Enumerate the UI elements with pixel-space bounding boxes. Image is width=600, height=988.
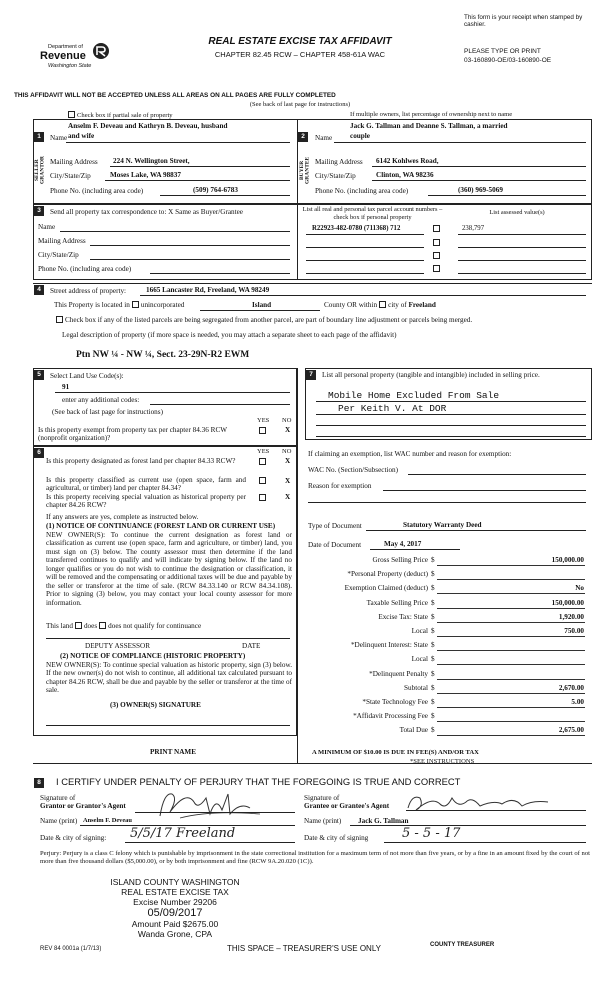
partial-sale-checkbox[interactable]: [68, 111, 75, 118]
assessed-header: List assessed value(s): [489, 209, 545, 216]
fee-label: Exemption Claimed (deduct): [344, 584, 428, 593]
section-2-number: 2: [298, 132, 308, 142]
buyer-name-value-1: Jack G. Tallman and Deanne S. Tallman, a married: [350, 122, 508, 130]
grantee-sig-label-1: Signature of: [304, 794, 340, 802]
stamp-line-6: Wanda Grone, CPA: [137, 928, 213, 939]
property-city-value: Freeland: [408, 301, 436, 309]
owner-signature-label: (3) OWNER(S) SIGNATURE: [110, 701, 201, 709]
buyer-name-value-2: couple: [350, 132, 370, 140]
revenue-logo-icon: [92, 42, 110, 60]
section-5-number: 5: [34, 370, 44, 380]
fee-label: *State Technology Fee: [362, 698, 428, 706]
section-8-number: 8: [34, 778, 44, 788]
current-use-yes-checkbox[interactable]: [259, 477, 266, 484]
segregation-checkbox[interactable]: [56, 316, 63, 323]
fee-currency: $: [431, 556, 435, 564]
perjury-notice: Perjury: Perjury is a class C felony which is punishable by imprisonment in the state correctional institution for a maximum term of not more than five years, or by a fine in an amount fixed by the court of not more than five thousand dollars ($5,000.00), or by both imprisonment and fine (RCW 9A.20.020 (1C)).: [40, 850, 590, 865]
fee-currency: $: [431, 584, 435, 593]
seller-side-label: SELLER GRANTOR: [34, 156, 46, 185]
fee-label: Gross Selling Price: [372, 556, 428, 564]
type-or-print-note: PLEASE TYPE OR PRINT: [464, 48, 541, 55]
legal-description-value: Ptn NW ¼ - NW ¼, Sect. 23-29N-R2 EWM: [76, 350, 250, 360]
acceptance-warning: THIS AFFIDAVIT WILL NOT BE ACCEPTED UNLESS ALL AREAS ON ALL PAGES ARE FULLY COMPLETED: [14, 92, 336, 99]
segregation-row: [54, 316, 472, 324]
grantee-name-label: Name (print): [304, 817, 342, 825]
county-value: Island: [252, 301, 272, 309]
buyer-mailing-value: 6142 Kohlwes Road,: [376, 157, 439, 165]
personal-property-checkbox-3[interactable]: [433, 252, 440, 259]
fee-label: Local: [411, 655, 428, 664]
land-use-see-back: (See back of last page for instructions): [52, 408, 163, 416]
seller-city-label: City/State/Zip: [50, 172, 91, 180]
seller-name-value-2: and wife: [68, 132, 95, 140]
seller-mailing-value: 224 N. Wellington Street,: [113, 157, 190, 165]
grantor-date-value: 5/5/17 Freeland: [130, 826, 236, 841]
unincorporated-checkbox[interactable]: [132, 301, 139, 308]
personal-property-line-1: Mobile Home Excluded From Sale: [328, 390, 500, 401]
fee-label: Excise Tax: State: [378, 612, 428, 621]
seller-city-value: Moses Lake, WA 98837: [110, 171, 181, 179]
deputy-assessor-label: DEPUTY ASSESSOR: [85, 642, 151, 650]
fee-label: *Delinquent Interest: State: [350, 641, 428, 650]
grantor-name-label: Name (print): [40, 817, 78, 825]
fee-label: Subtotal: [404, 683, 428, 692]
see-instructions-note: *SEE INSTRUCTIONS: [410, 758, 475, 765]
seller-phone-label: Phone No. (including area code): [50, 187, 144, 195]
corr-city-label: City/State/Zip: [38, 251, 79, 259]
fee-value: 2,675.00: [558, 726, 584, 735]
does-not-qualify-checkbox[interactable]: [99, 622, 106, 629]
certify-statement: I CERTIFY UNDER PENALTY OF PERJURY THAT THE FOREGOING IS TRUE AND CORRECT: [56, 776, 461, 787]
seller-mailing-label: Mailing Address: [50, 158, 98, 166]
stamp-line-5: Amount Paid $2675.00: [131, 918, 219, 929]
fee-label: *Personal Property (deduct): [347, 570, 428, 579]
section-1-number: 1: [34, 132, 44, 142]
county-or-within-label: County OR within: [324, 301, 378, 309]
land-use-label: Select Land Use Code(s):: [50, 372, 124, 380]
grantee-sig-label-2: Grantee or Grantee's Agent: [304, 802, 390, 811]
grantee-date-value: 5 - 5 - 17: [402, 826, 461, 841]
doc-type-label: Type of Document: [308, 522, 362, 530]
forest-yes-checkbox[interactable]: [259, 458, 266, 465]
notice1-text: NEW OWNER(S): To continue the current designation as forest land or classification as current use (open space, farm and agriculture, or timber) land, you must sign on (3) below. The county assessor must then determine if the land transferred continues to qualify and will indicate by signing below. If the land no longer qualifies or you do not wish to continue the designation or classification, it will be removed and the compensating or additional taxes will be due and payable by the seller or transferor at the time of sale. (RCW 84.33.140 or RCW 84.34.108). Prior to signing (3) below, you may contact your local county assessor for more information.: [46, 531, 292, 607]
agency-line2: Revenue: [40, 50, 86, 62]
stamp-line-4: 05/09/2017: [147, 907, 203, 920]
fee-value: No: [575, 584, 584, 593]
fee-currency: $: [431, 641, 435, 650]
fee-currency: $: [431, 726, 435, 735]
fee-row: [305, 641, 592, 653]
located-in-label: This Property is located in: [54, 301, 130, 309]
notice1-title: (1) NOTICE OF CONTINUANCE (FOREST LAND OR CURRENT USE): [46, 522, 276, 530]
grantee-signature: [402, 790, 552, 816]
section-7-number: 7: [306, 370, 316, 380]
forest-answer: X: [285, 457, 291, 465]
stamp-line-2: REAL ESTATE EXCISE TAX: [121, 886, 229, 897]
buyer-phone-value: (360) 969-5069: [458, 186, 503, 194]
corr-mailing-label: Mailing Address: [38, 237, 86, 245]
historic-yes-checkbox[interactable]: [259, 494, 266, 501]
historic-question: Is this property receiving special valuation as historical property per chapter 84.26 RCW?: [46, 493, 246, 510]
personal-property-label: List all personal property (tangible and intangible) included in selling price.: [322, 371, 540, 379]
fee-currency: $: [431, 683, 435, 692]
doc-date-label: Date of Document: [308, 541, 362, 549]
section6-no-header: NO: [282, 448, 292, 455]
buyer-city-label: City/State/Zip: [315, 172, 356, 180]
fee-row: [305, 698, 592, 710]
fee-row: [305, 570, 592, 582]
unincorporated-label: unincorporated: [140, 301, 185, 309]
fee-value: 750.00: [564, 627, 584, 635]
city-of-label: city of: [388, 301, 407, 309]
wac-label: WAC No. (Section/Subsection): [308, 466, 399, 474]
section5-yes-header: YES: [257, 417, 270, 424]
if-yes-note: If any answers are yes, complete as instructed below.: [46, 513, 199, 521]
grantor-date-label: Date & city of signing:: [40, 834, 107, 842]
notice2-title: (2) NOTICE OF COMPLIANCE (HISTORIC PROPERTY): [60, 652, 246, 660]
fee-label: *Delinquent Penalty: [369, 669, 428, 678]
land-use-value: 91: [62, 383, 70, 391]
chapter-line: CHAPTER 82.45 RCW – CHAPTER 458-61A WAC: [214, 50, 386, 59]
personal-property-checkbox-1[interactable]: [433, 225, 440, 232]
grantor-sig-label-1: Signature of: [40, 794, 76, 802]
deputy-date-label: DATE: [242, 642, 261, 650]
form-numbers: 03-160890-OE/03-160890-OE: [464, 57, 552, 64]
assessed-value: 238,797: [462, 225, 485, 232]
legal-description-label: Legal description of property (if more space is needed, you may attach a separate sheet to each page of the affidavit): [62, 331, 397, 339]
exempt-question: Is this property exempt from property tax per chapter 84.36 RCW (nonprofit organization)?: [38, 426, 227, 443]
fee-label: Local: [411, 627, 428, 635]
buyer-side-label: BUYER GRANTEE: [299, 156, 311, 184]
fee-currency: $: [431, 669, 435, 678]
grantor-name-value: Anselm F. Deveau: [83, 817, 132, 824]
personal-property-checkbox-4[interactable]: [433, 265, 440, 272]
fee-row: [305, 670, 592, 682]
parcel-value: R22923-482-0780 (711368) 712: [312, 225, 401, 232]
does-not-label: does not qualify for continuance: [108, 622, 202, 630]
section-3-number: 3: [34, 206, 44, 216]
minimum-due-note: A MINIMUM OF $10.00 IS DUE IN FEE(S) AND/OR TAX: [312, 749, 479, 756]
receipt-note: This form is your receipt when stamped by cashier.: [464, 14, 583, 29]
print-name-label: PRINT NAME: [150, 748, 196, 756]
fee-row: [305, 584, 592, 596]
form-id: REV 84 0001a (1/7/13): [40, 946, 102, 952]
fee-row: [305, 712, 592, 724]
buyer-city-value: Clinton, WA 98236: [376, 171, 434, 179]
continuance-row: [46, 622, 201, 630]
section6-yes-header: YES: [257, 448, 270, 455]
fee-label: Taxable Selling Price: [366, 598, 428, 607]
fee-currency: $: [431, 627, 435, 635]
fee-currency: $: [431, 655, 435, 664]
multiple-owners-note: If multiple owners, list percentage of ownership next to name: [350, 111, 513, 118]
personal-property-line-2: Per Keith V. At DOR: [338, 403, 447, 414]
section-4-number: 4: [34, 285, 44, 295]
seller-phone-value: (509) 764-6783: [193, 186, 238, 194]
fee-label: Total Due: [399, 726, 428, 735]
fee-currency: $: [431, 598, 435, 607]
seller-name-label: Name: [50, 134, 68, 142]
agency-logo: [40, 40, 120, 80]
city-of-checkbox[interactable]: [379, 301, 386, 308]
fee-value: 150,000.00: [551, 556, 584, 564]
fee-row: [305, 627, 592, 639]
corr-name-label: Name: [38, 223, 56, 231]
segregation-label: Check box if any of the listed parcels are being segregated from another parcel, are part of boundary line adjustment or parcels being merged.: [65, 316, 473, 324]
buyer-name-label: Name: [315, 134, 333, 142]
fee-currency: $: [431, 712, 435, 721]
fee-row: [305, 655, 592, 667]
exempt-yes-checkbox[interactable]: [259, 427, 266, 434]
stamp-line-1: ISLAND COUNTY WASHINGTON: [110, 877, 240, 887]
exemption-label: If claiming an exemption, list WAC number and reason for exemption:: [308, 450, 512, 458]
historic-answer: X: [285, 493, 291, 501]
stamp-line-3: Excise Number 29206: [133, 896, 217, 907]
grantee-name-value: Jack G. Tallman: [358, 817, 409, 825]
reason-label: Reason for exemption: [308, 482, 372, 490]
fee-row: [305, 726, 592, 738]
doc-date-value: May 4, 2017: [384, 540, 422, 548]
county-city-row: [324, 301, 436, 309]
treasurer-use-note: THIS SPACE – TREASURER'S USE ONLY: [227, 944, 382, 953]
current-use-question: Is this property classified as current use (open space, farm and agricultural, or timber) land per chapter 84.34?: [46, 476, 246, 493]
grantee-signature-label: [304, 794, 389, 811]
does-label: does: [83, 622, 98, 630]
fee-value: 1,920.00: [558, 612, 584, 621]
personal-property-checkbox-2[interactable]: [433, 239, 440, 246]
fee-currency: $: [431, 570, 435, 579]
location-row: [54, 301, 184, 309]
county-treasurer-label: COUNTY TREASURER: [430, 942, 495, 948]
fee-value: 2,670.00: [558, 683, 584, 692]
fee-value: 5.00: [571, 698, 584, 706]
section5-no-header: NO: [282, 417, 292, 424]
fee-currency: $: [431, 612, 435, 621]
grantor-signature: [150, 788, 270, 822]
fee-row: [305, 613, 592, 625]
corr-phone-label: Phone No. (including area code): [38, 265, 132, 273]
fee-value: 150,000.00: [551, 598, 584, 607]
buyer-mailing-label: Mailing Address: [315, 158, 363, 166]
forest-question: Is this property designated as forest land per chapter 84.33 RCW?: [46, 457, 236, 465]
grantor-signature-label: [40, 794, 126, 811]
fee-row: [305, 684, 592, 696]
agency-line3: Washington State: [48, 63, 92, 69]
fee-currency: $: [431, 698, 435, 706]
notice2-text: NEW OWNER(S): To continue special valuation as historic property, sign (3) below. If the new owner(s) do not wish to continue, all additional tax calculated pursuant to chapter 84.26 RCW, shall be due and payable by the seller or transferor at the time of sale.: [46, 661, 292, 695]
page-title: REAL ESTATE EXCISE TAX AFFIDAVIT: [208, 36, 392, 47]
section-6-number: 6: [34, 448, 44, 458]
fee-label: *Affidavit Processing Fee: [353, 712, 428, 721]
agency-line1: Department of: [48, 44, 83, 50]
see-back-note: (See back of last page for instructions): [249, 101, 351, 108]
exempt-answer: X: [285, 426, 291, 434]
treasurer-stamp: [100, 878, 250, 939]
partial-sale-label: Check box if partial sale of property: [77, 112, 173, 119]
doc-type-value: Statutory Warranty Deed: [403, 521, 482, 529]
grantor-sig-label-2: Grantor or Grantor's Agent: [40, 802, 126, 811]
fee-row: [305, 556, 592, 568]
does-qualify-checkbox[interactable]: [75, 622, 82, 629]
street-address-value: 1665 Lancaster Rd, Freeland, WA 98249: [146, 286, 270, 294]
grantee-date-label: Date & city of signing: [304, 834, 369, 842]
fee-row: [305, 599, 592, 611]
parcel-header: List all real and personal tax parcel account numbers – check box if personal property: [302, 206, 443, 221]
additional-codes-label: enter any additional codes:: [62, 396, 140, 404]
buyer-phone-label: Phone No. (including area code): [315, 187, 409, 195]
current-use-answer: X: [285, 477, 291, 485]
this-land-label: This land: [46, 622, 73, 630]
tax-correspondence-label: Send all property tax correspondence to: X Same as Buyer/Grantee: [50, 208, 243, 216]
street-address-label: Street address of property:: [50, 287, 127, 295]
seller-name-value-1: Anselm F. Deveau and Kathryn B. Deveau, husband: [68, 122, 228, 130]
